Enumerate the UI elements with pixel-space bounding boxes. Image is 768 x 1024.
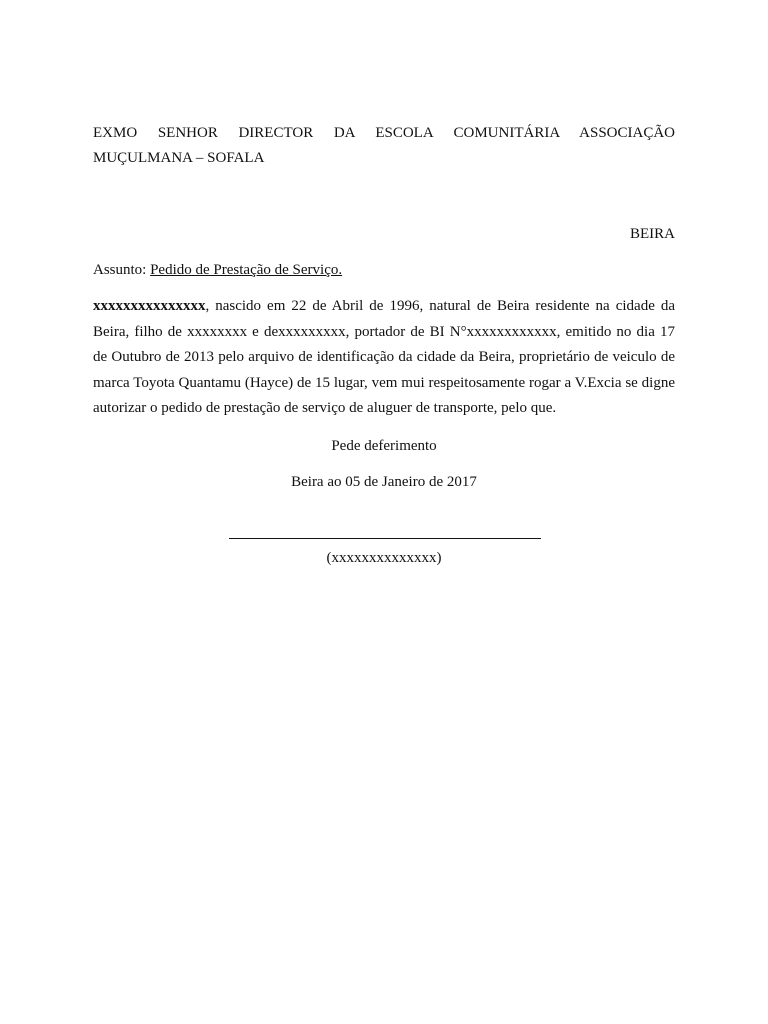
body-paragraph: , nascido em 22 de Abril de 1996, natural de Beira residente na cidade da Beira, filho de xxxxxxxx e dexxxxxxxxx, portador de BI N°xxxxxxxxxxxx, emitido no dia 17 de Outubro de 2013 pelo arquivo de identificação da cidade da Beira, proprietário de veiculo de marca Toyota Quantamu (Hayce) de 15 lugar, vem mui respeitosamente rogar a V.Excia se digne autorizar o pedido de prestação de serviço de aluguer de transporte, pelo que. [93, 298, 675, 416]
subject-text: Pedido de Prestação de Serviço. [150, 262, 343, 278]
letter-page [93, 0, 675, 1024]
signature-name: (xxxxxxxxxxxxxx) [326, 550, 442, 566]
signature-line [229, 538, 541, 539]
subject-label: Assunto: [93, 262, 151, 278]
letter-date: Beira ao 05 de Janeiro de 2017 [291, 474, 477, 490]
city-heading: BEIRA [630, 226, 675, 242]
addressee-line-2: MUÇULMANA – SOFALA [93, 150, 265, 166]
addressee-block [93, 121, 675, 171]
addressee-line-1: EXMO SENHOR DIRECTOR DA ESCOLA COMUNITÁRIA ASSOCIAÇÃO [93, 125, 675, 141]
requester-name: xxxxxxxxxxxxxxx [93, 298, 206, 314]
letter-body [93, 294, 675, 422]
subject-line [93, 258, 342, 283]
closing-phrase: Pede deferimento [331, 438, 437, 454]
